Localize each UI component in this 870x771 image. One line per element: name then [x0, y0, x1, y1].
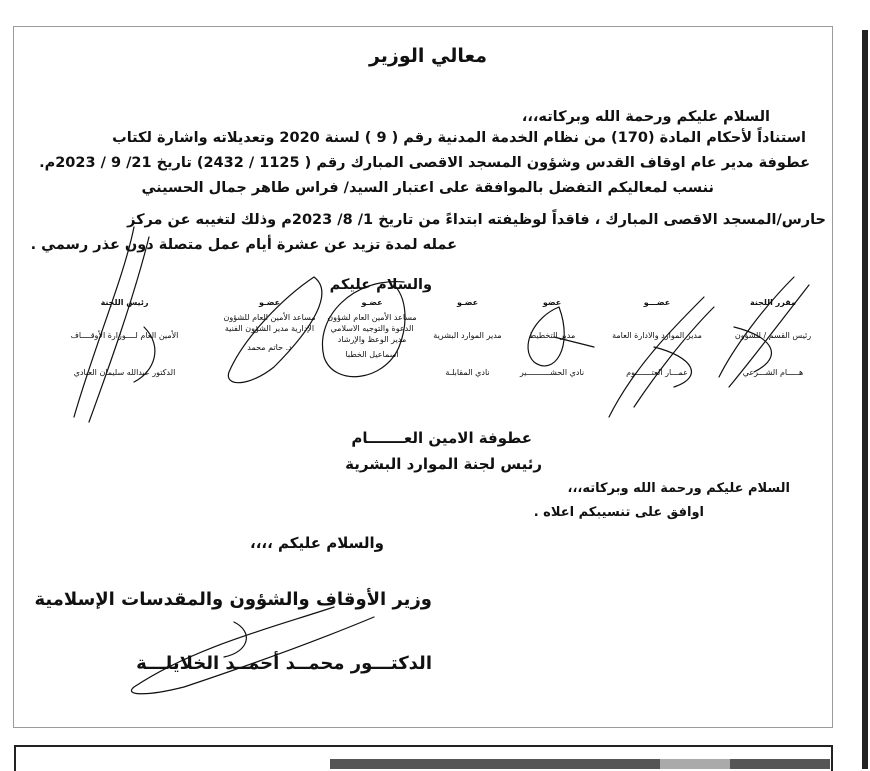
page-title: معالي الوزير — [368, 45, 487, 67]
committee-member-6 — [222, 297, 317, 353]
signature-minister — [131, 607, 374, 694]
committee-title: مساعد الأمين العام للشؤون الإدارية مدير الشؤون الفنية — [223, 313, 316, 333]
committee-title: مساعد الأمين العام لشؤون الدعوة والتوجيه الاسلامي مدير الوعظ والإرشاد — [327, 313, 417, 344]
committee-name: نادي المقابلـة — [445, 368, 490, 377]
committee-title: رئيس القسم / للشؤون — [734, 331, 812, 340]
window-edge — [862, 30, 868, 769]
body-line-4: حارس/المسجد الاقصى المبارك ، فاقداً لوظيفته ابتداءً من تاريخ 1/ 8/ 2023م وذلك لتغيبه عن مركز — [127, 212, 826, 228]
approval-text: اوافق على تنسيبكم اعلاه . — [533, 505, 704, 520]
committee-title: الأمين العام لــــوزارة الأوقــــاف — [70, 331, 179, 340]
committee-role: مقرر اللجنة — [750, 298, 796, 307]
committee-title: مدير التخطيط — [528, 331, 576, 340]
secretary-line-1: عطوفة الامين العـــــــام — [351, 429, 532, 447]
committee-title: مدير الموارد والادارة العامة — [612, 331, 702, 340]
final-closing: والسلام عليكم ،،،، — [250, 534, 384, 552]
body-line-1: استناداً لأحكام المادة (170) من نظام الخدمة المدنية رقم ( 9 ) لسنة 2020 وتعديلاته واشارة لكتاب — [112, 130, 806, 146]
bottom-scroll-strip[interactable] — [330, 759, 830, 769]
minister-title: وزير الأوقاف والشؤون والمقدسات الإسلامية — [34, 589, 432, 610]
committee-role: عضـو — [456, 298, 479, 307]
committee-member-1 — [718, 297, 828, 378]
committee-member-4 — [425, 297, 510, 378]
committee-member-5 — [322, 297, 422, 360]
committee-role: عضـو — [258, 298, 281, 307]
approval-greeting: السلام عليكم ورحمة الله وبركاته،،، — [567, 481, 790, 496]
committee-role: عضـو — [361, 298, 383, 307]
committee-name: الدكتور عبدالله سليمان العبادي — [73, 368, 176, 377]
committee-name: هـــــام الشـــرعي — [742, 368, 804, 377]
committee-member-2 — [597, 297, 717, 378]
committee-role: عضو — [542, 298, 562, 307]
body-line-2: عطوفة مدير عام اوقاف القدس وشؤون المسجد الاقصى المبارك رقم ( 1125 / 2432) تاريخ 21/ 9 / 2023م. — [39, 155, 810, 171]
committee-name: د. حاتم محمد — [247, 343, 292, 352]
committee-role: عضـــو — [643, 298, 671, 307]
body-line-5: عمله لمدة تزيد عن عشرة أيام عمل متصلة دون عذر رسمي . — [30, 237, 457, 253]
committee-role: رئيس اللجنة — [100, 298, 149, 307]
committee-name: اسماعيل الخطبا — [345, 350, 399, 359]
committee-name: نادي الحشــــــــــير — [519, 368, 585, 377]
committee-name: عمـــار العتـــــــوم — [626, 368, 688, 377]
document-page — [13, 26, 833, 728]
greeting: السلام عليكم ورحمة الله وبركاته،،، — [521, 109, 770, 125]
closing: والسلام عليكم — [329, 277, 432, 293]
committee-member-3 — [512, 297, 592, 378]
body-line-3: ننسب لمعاليكم التفضل بالموافقة على اعتبار السيد/ فراس طاهر جمال الحسيني — [141, 180, 714, 196]
committee-chair — [32, 297, 217, 378]
committee-title: مدير الموارد البشرية — [433, 331, 502, 340]
secretary-line-2: رئيس لجنة الموارد البشرية — [345, 455, 542, 473]
minister-name: الدكتـــور محمــد أحمــد الخلايلـــة — [136, 653, 432, 674]
